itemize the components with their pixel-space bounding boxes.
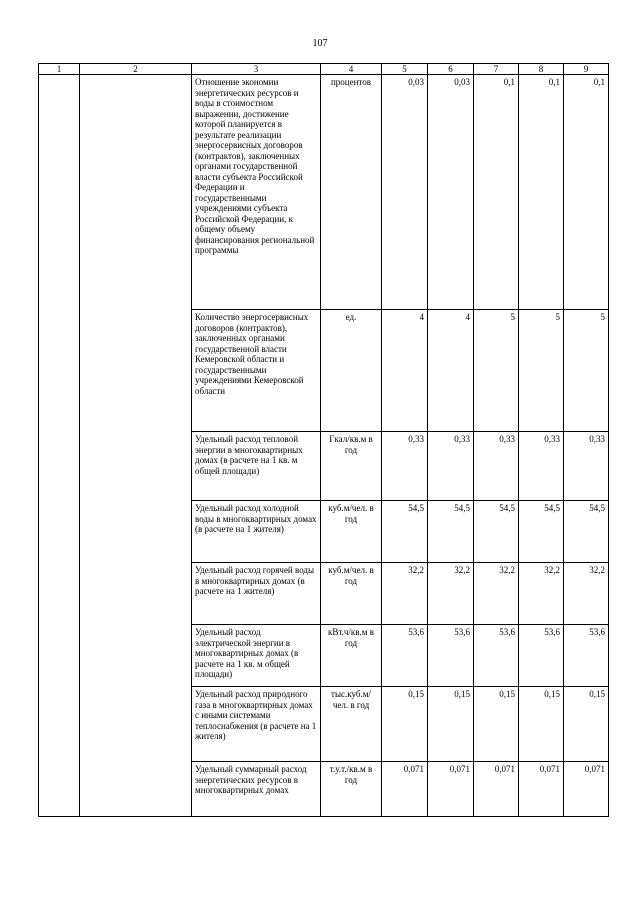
indicator-unit: куб.м/чел. в год: [321, 563, 382, 625]
column-header: 9: [564, 64, 609, 75]
indicator-value: 53,6: [564, 625, 609, 687]
indicator-value: 32,2: [474, 563, 519, 625]
indicator-value: 53,6: [428, 625, 474, 687]
indicator-unit: ед.: [321, 310, 382, 432]
indicator-value: 0,071: [474, 762, 519, 817]
indicator-value: 0,071: [382, 762, 428, 817]
indicator-value: 0,15: [474, 687, 519, 762]
indicator-value: 0,1: [564, 75, 609, 310]
indicator-name: Удельный расход горячей воды в многоквартирных домах (в расчете на 1 жителя): [192, 563, 321, 625]
indicator-value: 54,5: [428, 501, 474, 563]
indicator-value: 0,15: [382, 687, 428, 762]
indicator-name: Удельный расход тепловой энергии в многоквартирных домах (в расчете на 1 кв. м общей площади): [192, 432, 321, 501]
indicator-value: 54,5: [474, 501, 519, 563]
indicator-value: 53,6: [474, 625, 519, 687]
page-number: 107: [312, 38, 328, 49]
indicator-unit: кВт.ч/кв.м в год: [321, 625, 382, 687]
indicator-value: 32,2: [564, 563, 609, 625]
indicator-value: 0,1: [474, 75, 519, 310]
indicator-unit: куб.м/чел. в год: [321, 501, 382, 563]
indicator-value: 0,03: [382, 75, 428, 310]
column-header: 8: [519, 64, 564, 75]
column-header: 6: [428, 64, 474, 75]
indicator-value: 0,15: [564, 687, 609, 762]
indicator-value: 0,15: [428, 687, 474, 762]
table-row: [39, 75, 609, 310]
indicator-value: 0,1: [519, 75, 564, 310]
indicator-value: 0,33: [474, 432, 519, 501]
indicator-name: Количество энергосервисных договоров (контрактов), заключенных органами государственной власти Кемеровской области и государственными учреждениями Кемеровской области: [192, 310, 321, 432]
indicator-value: 54,5: [382, 501, 428, 563]
column-header: 2: [80, 64, 192, 75]
indicator-value: 53,6: [519, 625, 564, 687]
indicator-value: 5: [474, 310, 519, 432]
indicator-name: Отношение экономии энергетических ресурсов и воды в стоимостном выражении, достижение которой планируется в результате реализации энергосервисных договоров (контрактов), заключенных органами государственной власти субъекта Российской Федерации и государственными учреждениями субъекта Российской Федерации, к общему объему финансирования региональной программы: [192, 75, 321, 310]
indicator-name: Удельный расход природного газа в многоквартирных домах с иными системами теплоснабжения (в расчете на 1 жителя): [192, 687, 321, 762]
indicator-value: 0,071: [519, 762, 564, 817]
indicator-name: Удельный суммарный расход энергетических ресурсов в многоквартирных домах: [192, 762, 321, 817]
indicator-name: Удельный расход электрической энергии в многоквартирных домах (в расчете на 1 кв. м общей площади): [192, 625, 321, 687]
indicator-value: 0,33: [519, 432, 564, 501]
column-header: 4: [321, 64, 382, 75]
indicator-value: 0,33: [382, 432, 428, 501]
indicator-name: Удельный расход холодной воды в многоквартирных домах (в расчете на 1 жителя): [192, 501, 321, 563]
indicator-value: 54,5: [564, 501, 609, 563]
indicator-value: 54,5: [519, 501, 564, 563]
indicator-value: 0,33: [564, 432, 609, 501]
indicator-value: 32,2: [382, 563, 428, 625]
indicator-value: 53,6: [382, 625, 428, 687]
indicator-value: 4: [382, 310, 428, 432]
indicator-value: 32,2: [428, 563, 474, 625]
indicator-value: 0,15: [519, 687, 564, 762]
indicator-value: 5: [519, 310, 564, 432]
indicator-unit: тыс.куб.м/чел. в год: [321, 687, 382, 762]
column-1-cell: [39, 75, 80, 817]
column-header: 7: [474, 64, 519, 75]
indicator-unit: процентов: [321, 75, 382, 310]
indicator-value: 0,03: [428, 75, 474, 310]
indicator-value: 4: [428, 310, 474, 432]
indicator-value: 32,2: [519, 563, 564, 625]
indicator-value: 0,33: [428, 432, 474, 501]
column-header: 1: [39, 64, 80, 75]
indicators-table: [38, 63, 609, 817]
column-header: 5: [382, 64, 428, 75]
header-row: [39, 64, 609, 75]
indicator-unit: т.у.т./кв.м в год: [321, 762, 382, 817]
column-header: 3: [192, 64, 321, 75]
column-2-cell: [80, 75, 192, 817]
indicator-value: 0,071: [428, 762, 474, 817]
indicator-unit: Гкал/кв.м в год: [321, 432, 382, 501]
indicator-value: 5: [564, 310, 609, 432]
indicator-value: 0,071: [564, 762, 609, 817]
